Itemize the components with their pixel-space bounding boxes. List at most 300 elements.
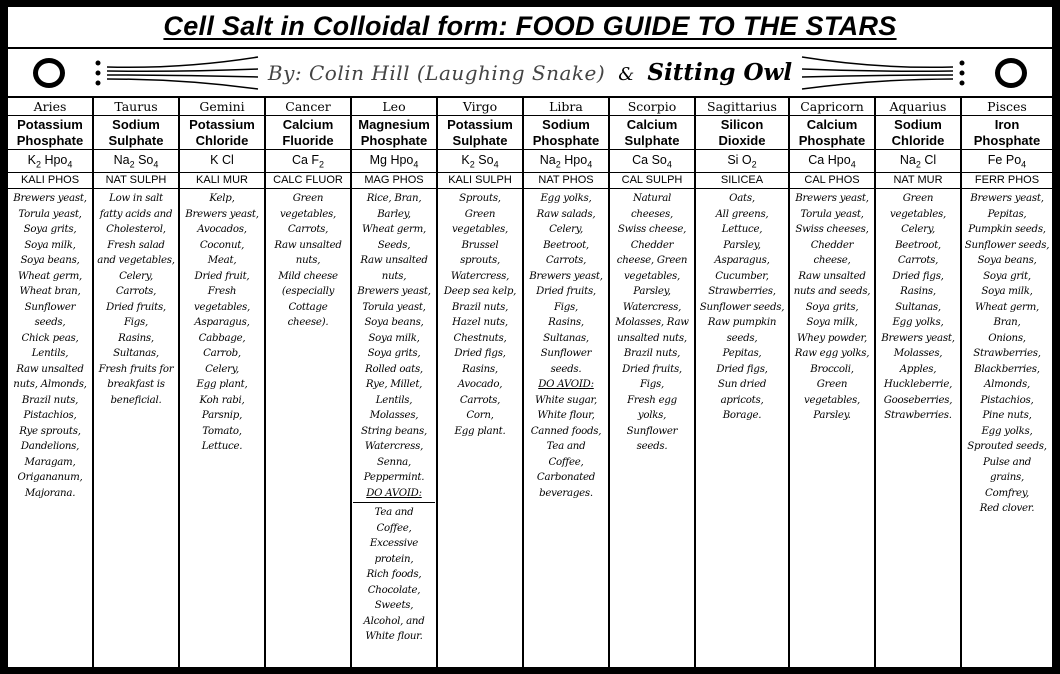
salt-name-line: Chloride — [891, 133, 945, 148]
food-item: Brewers yeast, — [795, 193, 869, 204]
page-title: Cell Salt in Colloidal form: FOOD GUIDE TO THE STARS — [163, 11, 897, 41]
salt-name-line: Phosphate — [16, 133, 84, 148]
food-item: cheeses, — [630, 208, 674, 220]
sign-name: Libra — [524, 98, 608, 116]
avoid-item: Rich foods, — [366, 569, 422, 580]
food-item: Maragam, — [24, 456, 76, 468]
food-item: Rasins, — [462, 363, 498, 375]
food-item: Coconut, — [199, 239, 245, 251]
food-list — [352, 189, 436, 667]
food-item: Rice, Bran, — [366, 193, 422, 204]
food-item: Rye sprouts, — [19, 425, 81, 437]
salt-name-line: Silicon — [720, 117, 764, 132]
food-item: Onions, — [988, 332, 1026, 344]
food-item: vegetables, — [803, 394, 861, 406]
food-item: Raw unsalted — [360, 255, 428, 266]
food-item: Figs, — [123, 317, 149, 328]
food-item: Cabbage, — [198, 332, 246, 344]
food-item: Carrots, — [115, 286, 157, 297]
food-item: Carrob, — [203, 348, 241, 359]
food-item: Soya beans, — [20, 255, 80, 266]
food-item: Gooseberries, — [883, 394, 953, 406]
food-item: Borage. — [722, 410, 762, 421]
sign-name: Aquarius — [876, 98, 960, 116]
food-item: Wheat bran, — [19, 286, 81, 297]
food-item: Sun dried — [717, 379, 767, 390]
food-item: Raw salads, — [536, 208, 596, 220]
food-item: Sultanas, — [113, 348, 159, 359]
food-item: Fresh salad — [107, 239, 165, 251]
food-item: Rye, Millet, — [365, 379, 423, 390]
salt-name — [8, 116, 92, 150]
avoid-item: White sugar, — [534, 394, 598, 406]
salt-name-line: Dioxide — [718, 133, 766, 148]
food-item: Figs, — [639, 379, 665, 390]
salt-name-line: Fluoride — [282, 133, 334, 148]
food-item: nuts, — [381, 270, 407, 282]
food-item: Dried figs, — [454, 348, 506, 359]
food-item: Bran, — [993, 317, 1021, 328]
salt-name — [352, 116, 436, 150]
food-item: Majorana. — [24, 487, 76, 499]
food-item: Strawberries. — [884, 410, 952, 421]
salt-name — [180, 116, 264, 150]
sign-name: Gemini — [180, 98, 264, 116]
chemical-formula: $Na_2$ Hpo$_4$ — [524, 150, 608, 173]
food-item: Beetroot, — [895, 239, 941, 251]
avoid-item: Coffee, — [376, 522, 412, 534]
food-item: Barley, — [377, 208, 411, 220]
food-item: Seeds, — [377, 239, 411, 251]
food-item: Soya milk, — [368, 332, 420, 344]
avoid-item: Chocolate, — [367, 584, 421, 596]
column-capricorn — [790, 98, 876, 667]
food-item: Sprouted seeds, — [967, 441, 1047, 452]
food-item: Soya grits, — [367, 348, 421, 359]
food-item: Wheat germ, — [361, 224, 427, 235]
food-item: and vegetables, — [97, 255, 175, 266]
food-item: Kelp, — [209, 193, 235, 204]
avoid-item: Coffee, — [548, 456, 584, 468]
salt-name-line: Sulphate — [108, 133, 164, 148]
food-item: Peppermint. — [363, 472, 425, 483]
chemical-formula: Mg Hpo$_4$ — [352, 150, 436, 173]
food-item: Strawberries, — [973, 348, 1041, 359]
food-item: Pine nuts, — [982, 410, 1032, 421]
food-list — [790, 189, 874, 667]
salt-abbreviation: NAT MUR — [876, 173, 960, 189]
chemical-formula: Fe $Po_4$ — [962, 150, 1052, 173]
salt-name-line: Chloride — [195, 133, 249, 148]
salt-name-line: Phosphate — [798, 133, 866, 148]
food-item: Hazel nuts, — [452, 317, 508, 328]
food-item: Brazil nuts, — [21, 394, 79, 406]
byline-ampersand: & — [618, 64, 635, 85]
salt-name-line: Calcium — [806, 117, 858, 132]
food-item: Parsnip, — [201, 410, 243, 421]
food-item: (especially — [281, 286, 335, 297]
food-item: breakfast is — [107, 379, 165, 390]
food-item: Parsley, — [633, 286, 671, 297]
food-item: Senna, — [377, 456, 411, 468]
food-item: Rasins, — [548, 317, 584, 328]
salt-name — [876, 116, 960, 150]
sign-name: Virgo — [438, 98, 522, 116]
food-item: Koh rabi, — [199, 394, 245, 406]
salt-name — [962, 116, 1052, 150]
food-item: seeds. — [636, 441, 668, 452]
food-item: Dried fruits, — [622, 363, 682, 375]
food-item: Egg plant. — [454, 425, 506, 437]
food-item: Dried fruits, — [536, 286, 596, 297]
avoid-item: Tea and — [546, 441, 586, 452]
chemical-formula: Si $O_2$ — [696, 150, 788, 173]
food-item: Dried figs, — [716, 363, 768, 375]
food-item: Celery, — [205, 363, 239, 375]
food-item: Brewers yeast, — [970, 193, 1044, 204]
food-item: nuts, Almonds, — [13, 379, 87, 390]
food-item: Pepitas, — [722, 348, 762, 359]
food-item: Carrots, — [287, 224, 329, 235]
avoid-item: Canned foods, — [530, 425, 602, 437]
food-item: sprouts, — [460, 255, 500, 266]
food-item: Parsley, — [723, 239, 761, 251]
food-item: beneficial. — [110, 394, 162, 406]
food-item: Chick peas, — [21, 332, 79, 344]
food-item: Rolled oats, — [365, 363, 423, 375]
food-item: Figs, — [553, 301, 579, 313]
salt-abbreviation: MAG PHOS — [352, 173, 436, 189]
chemical-formula: $K_2$ $So_4$ — [438, 150, 522, 173]
salt-abbreviation: CAL PHOS — [790, 173, 874, 189]
food-item: Low in salt — [109, 193, 163, 204]
food-item: Chestnuts, — [453, 332, 507, 344]
avoid-item: Excessive — [369, 538, 419, 549]
food-item: Whey powder, — [797, 332, 867, 344]
food-item: Celery, — [901, 224, 935, 235]
salt-name-line: Magnesium — [358, 117, 430, 132]
food-item: Oats, — [729, 193, 755, 204]
column-libra — [524, 98, 610, 667]
salt-abbreviation: KALI SULPH — [438, 173, 522, 189]
salt-name-line: Phosphate — [360, 133, 428, 148]
food-list — [8, 189, 92, 667]
column-virgo — [438, 98, 524, 667]
food-item: nuts, — [295, 255, 321, 266]
byline-authors: By: Colin Hill (Laughing Snake) — [267, 61, 606, 85]
food-item: Blackberries, — [974, 363, 1040, 375]
food-item: Strawberries, — [708, 286, 776, 297]
food-item: Lettuce. — [201, 441, 243, 452]
food-item: Molasses, — [893, 348, 943, 359]
food-item: Pistachios, — [23, 410, 77, 421]
avoid-item: Sweets, — [374, 600, 414, 611]
food-item: Meat, — [207, 255, 237, 266]
salt-abbreviation: NAT SULPH — [94, 173, 178, 189]
chemical-formula: $K_2$ Hpo$_4$ — [8, 150, 92, 173]
avoid-item: Carbonated — [536, 472, 596, 483]
avoid-item: White flour, — [537, 410, 595, 421]
food-item: Tomato, — [202, 425, 242, 437]
food-item: Brazil nuts, — [623, 348, 681, 359]
food-list — [696, 189, 788, 667]
food-list — [524, 189, 608, 667]
food-item: yolks, — [637, 410, 667, 421]
sign-name: Pisces — [962, 98, 1052, 116]
salt-abbreviation: KALI PHOS — [8, 173, 92, 189]
food-item: Soya milk, — [806, 317, 858, 328]
food-item: Sultanas, — [895, 301, 941, 313]
food-item: Pumpkin seeds, — [968, 224, 1046, 235]
sign-name: Aries — [8, 98, 92, 116]
food-item: Cholesterol, — [106, 224, 166, 235]
food-item: Torula yeast, — [18, 208, 82, 220]
food-item: Swiss cheeses, — [795, 224, 869, 235]
food-item: Brewers yeast, — [357, 286, 431, 297]
food-item: Soya grits, — [23, 224, 77, 235]
food-item: Mild cheese — [278, 270, 338, 282]
food-item: seeds. — [550, 363, 582, 375]
food-item: Molasses, Raw — [615, 317, 689, 328]
food-item: Dried fruits, — [106, 301, 166, 313]
chemical-formula: $Na_2$ Cl — [876, 150, 960, 173]
food-item: Sunflower seeds, — [699, 301, 785, 313]
food-item: Raw unsalted — [798, 270, 866, 282]
column-leo — [352, 98, 438, 667]
food-item: seeds, — [726, 332, 758, 344]
avoid-item: Alcohol, and — [363, 615, 425, 627]
food-item: String beans, — [361, 425, 427, 437]
food-item: seeds, — [34, 317, 66, 328]
food-item: Chedder — [810, 239, 854, 251]
food-item: Dried figs, — [892, 270, 944, 282]
salt-name-line: Iron — [994, 117, 1020, 132]
column-pisces — [962, 98, 1052, 667]
food-item: Cucumber, — [715, 270, 769, 282]
food-item: Sprouts, — [459, 193, 501, 204]
food-item: Corn, — [466, 410, 494, 421]
food-item: Lentils, — [31, 348, 69, 359]
column-gemini — [180, 98, 266, 667]
food-item: vegetables, — [623, 270, 681, 282]
chemical-formula: Ca $F_2$ — [266, 150, 350, 173]
food-item: vegetables, — [451, 224, 509, 235]
food-item: Raw pumpkin — [707, 317, 777, 328]
food-item: Green — [902, 193, 934, 204]
sign-name: Sagittarius — [696, 98, 788, 116]
salt-abbreviation: KALI MUR — [180, 173, 264, 189]
food-item: Wheat germ, — [974, 301, 1040, 313]
food-item: Parsley. — [813, 410, 851, 421]
food-item: Pistachios, — [980, 394, 1034, 406]
food-item: Lettuce, — [721, 224, 763, 235]
food-item: Molasses, — [369, 410, 419, 421]
food-list — [962, 189, 1052, 667]
food-item: Watercress, — [622, 301, 682, 313]
food-item: Raw unsalted — [16, 363, 84, 375]
food-item: Brewers yeast, — [13, 193, 87, 204]
food-item: Sunflower — [24, 301, 76, 313]
column-sagittarius — [696, 98, 790, 667]
food-item: fatty acids and — [99, 208, 173, 220]
food-item: cheese, — [813, 255, 851, 266]
salt-name-line: Sulphate — [624, 133, 680, 148]
food-list — [94, 189, 178, 667]
food-item: Dried fruit, — [194, 270, 250, 282]
food-list — [438, 189, 522, 667]
food-item: cheese, Green — [616, 255, 688, 266]
column-cancer — [266, 98, 352, 667]
sign-name: Taurus — [94, 98, 178, 116]
food-item: Sunflower — [626, 425, 678, 437]
column-scorpio — [610, 98, 696, 667]
avoid-item: protein, — [374, 553, 414, 565]
food-list — [266, 189, 350, 667]
food-item: Rasins, — [900, 286, 936, 297]
avoid-item: beverages. — [539, 487, 593, 499]
food-item: Almonds, — [984, 379, 1030, 390]
food-item: Brewers yeast, — [185, 208, 259, 220]
food-item: Green — [464, 208, 496, 220]
salt-name — [524, 116, 608, 150]
food-item: Carrots, — [545, 255, 587, 266]
salt-abbreviation: SILICEA — [696, 173, 788, 189]
food-item: Soya beans, — [364, 317, 424, 328]
sign-name: Scorpio — [610, 98, 694, 116]
food-item: Huckleberrie, — [883, 379, 953, 390]
food-item: vegetables, — [193, 301, 251, 313]
salt-name — [94, 116, 178, 150]
food-list — [610, 189, 694, 667]
salt-name-line: Phosphate — [973, 133, 1041, 148]
salt-name-line: Potassium — [17, 117, 83, 132]
column-taurus — [94, 98, 180, 667]
flourish-right-icon — [797, 55, 967, 91]
food-item: Comfrey, — [985, 487, 1029, 499]
chemical-formula: K Cl — [180, 150, 264, 173]
do-avoid-label: DO AVOID: — [538, 379, 594, 390]
salt-abbreviation: CALC FLUOR — [266, 173, 350, 189]
food-item: Fresh — [207, 286, 237, 297]
salt-abbreviation: FERR PHOS — [962, 173, 1052, 189]
food-item: Asparagus, — [714, 255, 770, 266]
food-item: Raw egg yolks, — [794, 348, 870, 359]
food-item: Red clover. — [979, 503, 1035, 514]
food-item: Fresh egg — [627, 394, 677, 406]
food-item: Brewers yeast, — [529, 270, 603, 282]
byline-band — [8, 47, 1052, 98]
food-item: Egg yolks, — [892, 317, 944, 328]
salt-name — [266, 116, 350, 150]
food-item: Avocados, — [197, 224, 247, 235]
salt-name-line: Calcium — [282, 117, 334, 132]
food-item: Lentils, — [375, 394, 413, 406]
food-item: grains, — [989, 472, 1024, 483]
chemical-formula: $Na_2$ $So_4$ — [94, 150, 178, 173]
food-list — [876, 189, 960, 667]
zodiac-columns — [8, 98, 1052, 667]
column-aries — [8, 98, 94, 667]
food-item: Egg yolks, — [540, 193, 592, 204]
food-item: Broccoli, — [810, 363, 854, 375]
salt-name-line: Potassium — [189, 117, 255, 132]
salt-name-line: Sodium — [542, 117, 590, 132]
food-item: Chedder — [630, 239, 674, 251]
food-item: apricots, — [720, 394, 764, 406]
food-item: Wheat germ, — [17, 270, 83, 282]
salt-abbreviation: NAT PHOS — [524, 173, 608, 189]
food-item: Rasins, — [118, 332, 154, 344]
chart-panel — [7, 6, 1053, 668]
sign-name: Capricorn — [790, 98, 874, 116]
food-item: All greens, — [715, 208, 769, 220]
salt-name-line: Sodium — [112, 117, 160, 132]
column-aquarius — [876, 98, 962, 667]
food-item: Apples, — [899, 363, 937, 375]
food-item: Celery, — [549, 224, 583, 235]
avoid-list — [525, 393, 607, 502]
food-item: Egg yolks, — [981, 425, 1033, 437]
food-item: vegetables, — [889, 208, 947, 220]
sign-name: Leo — [352, 98, 436, 116]
food-item: Brewers yeast, — [881, 332, 955, 344]
food-item: Watercress, — [450, 270, 510, 282]
food-item: Dandelions, — [20, 441, 80, 452]
food-item: cheese). — [287, 317, 329, 328]
food-item: Torula yeast, — [800, 208, 864, 220]
food-item: nuts and seeds, — [793, 286, 871, 297]
food-item: Pulse and — [982, 456, 1032, 468]
ring-ornament-right — [995, 58, 1027, 88]
food-item: Sunflower seeds, — [964, 239, 1050, 251]
food-list — [180, 189, 264, 667]
salt-name-line: Sodium — [894, 117, 942, 132]
food-item: vegetables, — [279, 208, 337, 220]
food-item: Beetroot, — [543, 239, 589, 251]
food-item: Deep sea kelp, — [443, 286, 517, 297]
food-item: Sultanas, — [543, 332, 589, 344]
salt-name — [696, 116, 788, 150]
food-item: Watercress, — [364, 441, 424, 452]
food-item: Carrots, — [459, 394, 501, 406]
food-item: Celery, — [119, 270, 153, 282]
salt-name-line: Sulphate — [452, 133, 508, 148]
food-item: Raw unsalted — [274, 239, 342, 251]
do-avoid-label: DO AVOID: — [366, 487, 422, 499]
salt-name-line: Phosphate — [532, 133, 600, 148]
avoid-item: White flour. — [365, 631, 423, 642]
food-item: Avocado, — [457, 379, 503, 390]
food-item: Soya milk, — [24, 239, 76, 251]
salt-abbreviation: CAL SULPH — [610, 173, 694, 189]
food-item: Green — [292, 193, 324, 204]
food-item: Natural — [632, 193, 672, 204]
food-item: Egg plant, — [196, 379, 248, 390]
avoid-list — [353, 502, 435, 645]
food-item: Soya beans, — [977, 255, 1037, 266]
food-item: Swiss cheese, — [617, 224, 687, 235]
food-item: Soya grits, — [805, 301, 859, 313]
sign-name: Cancer — [266, 98, 350, 116]
avoid-item: Tea and — [374, 507, 414, 518]
food-item: Soya milk, — [981, 286, 1033, 297]
food-item: Brussel — [461, 239, 499, 251]
food-item: Origananum, — [17, 472, 83, 483]
food-item: Asparagus, — [194, 317, 250, 328]
food-item: Carrots, — [897, 255, 939, 266]
food-item: Fresh fruits for — [98, 363, 174, 375]
salt-name — [790, 116, 874, 150]
